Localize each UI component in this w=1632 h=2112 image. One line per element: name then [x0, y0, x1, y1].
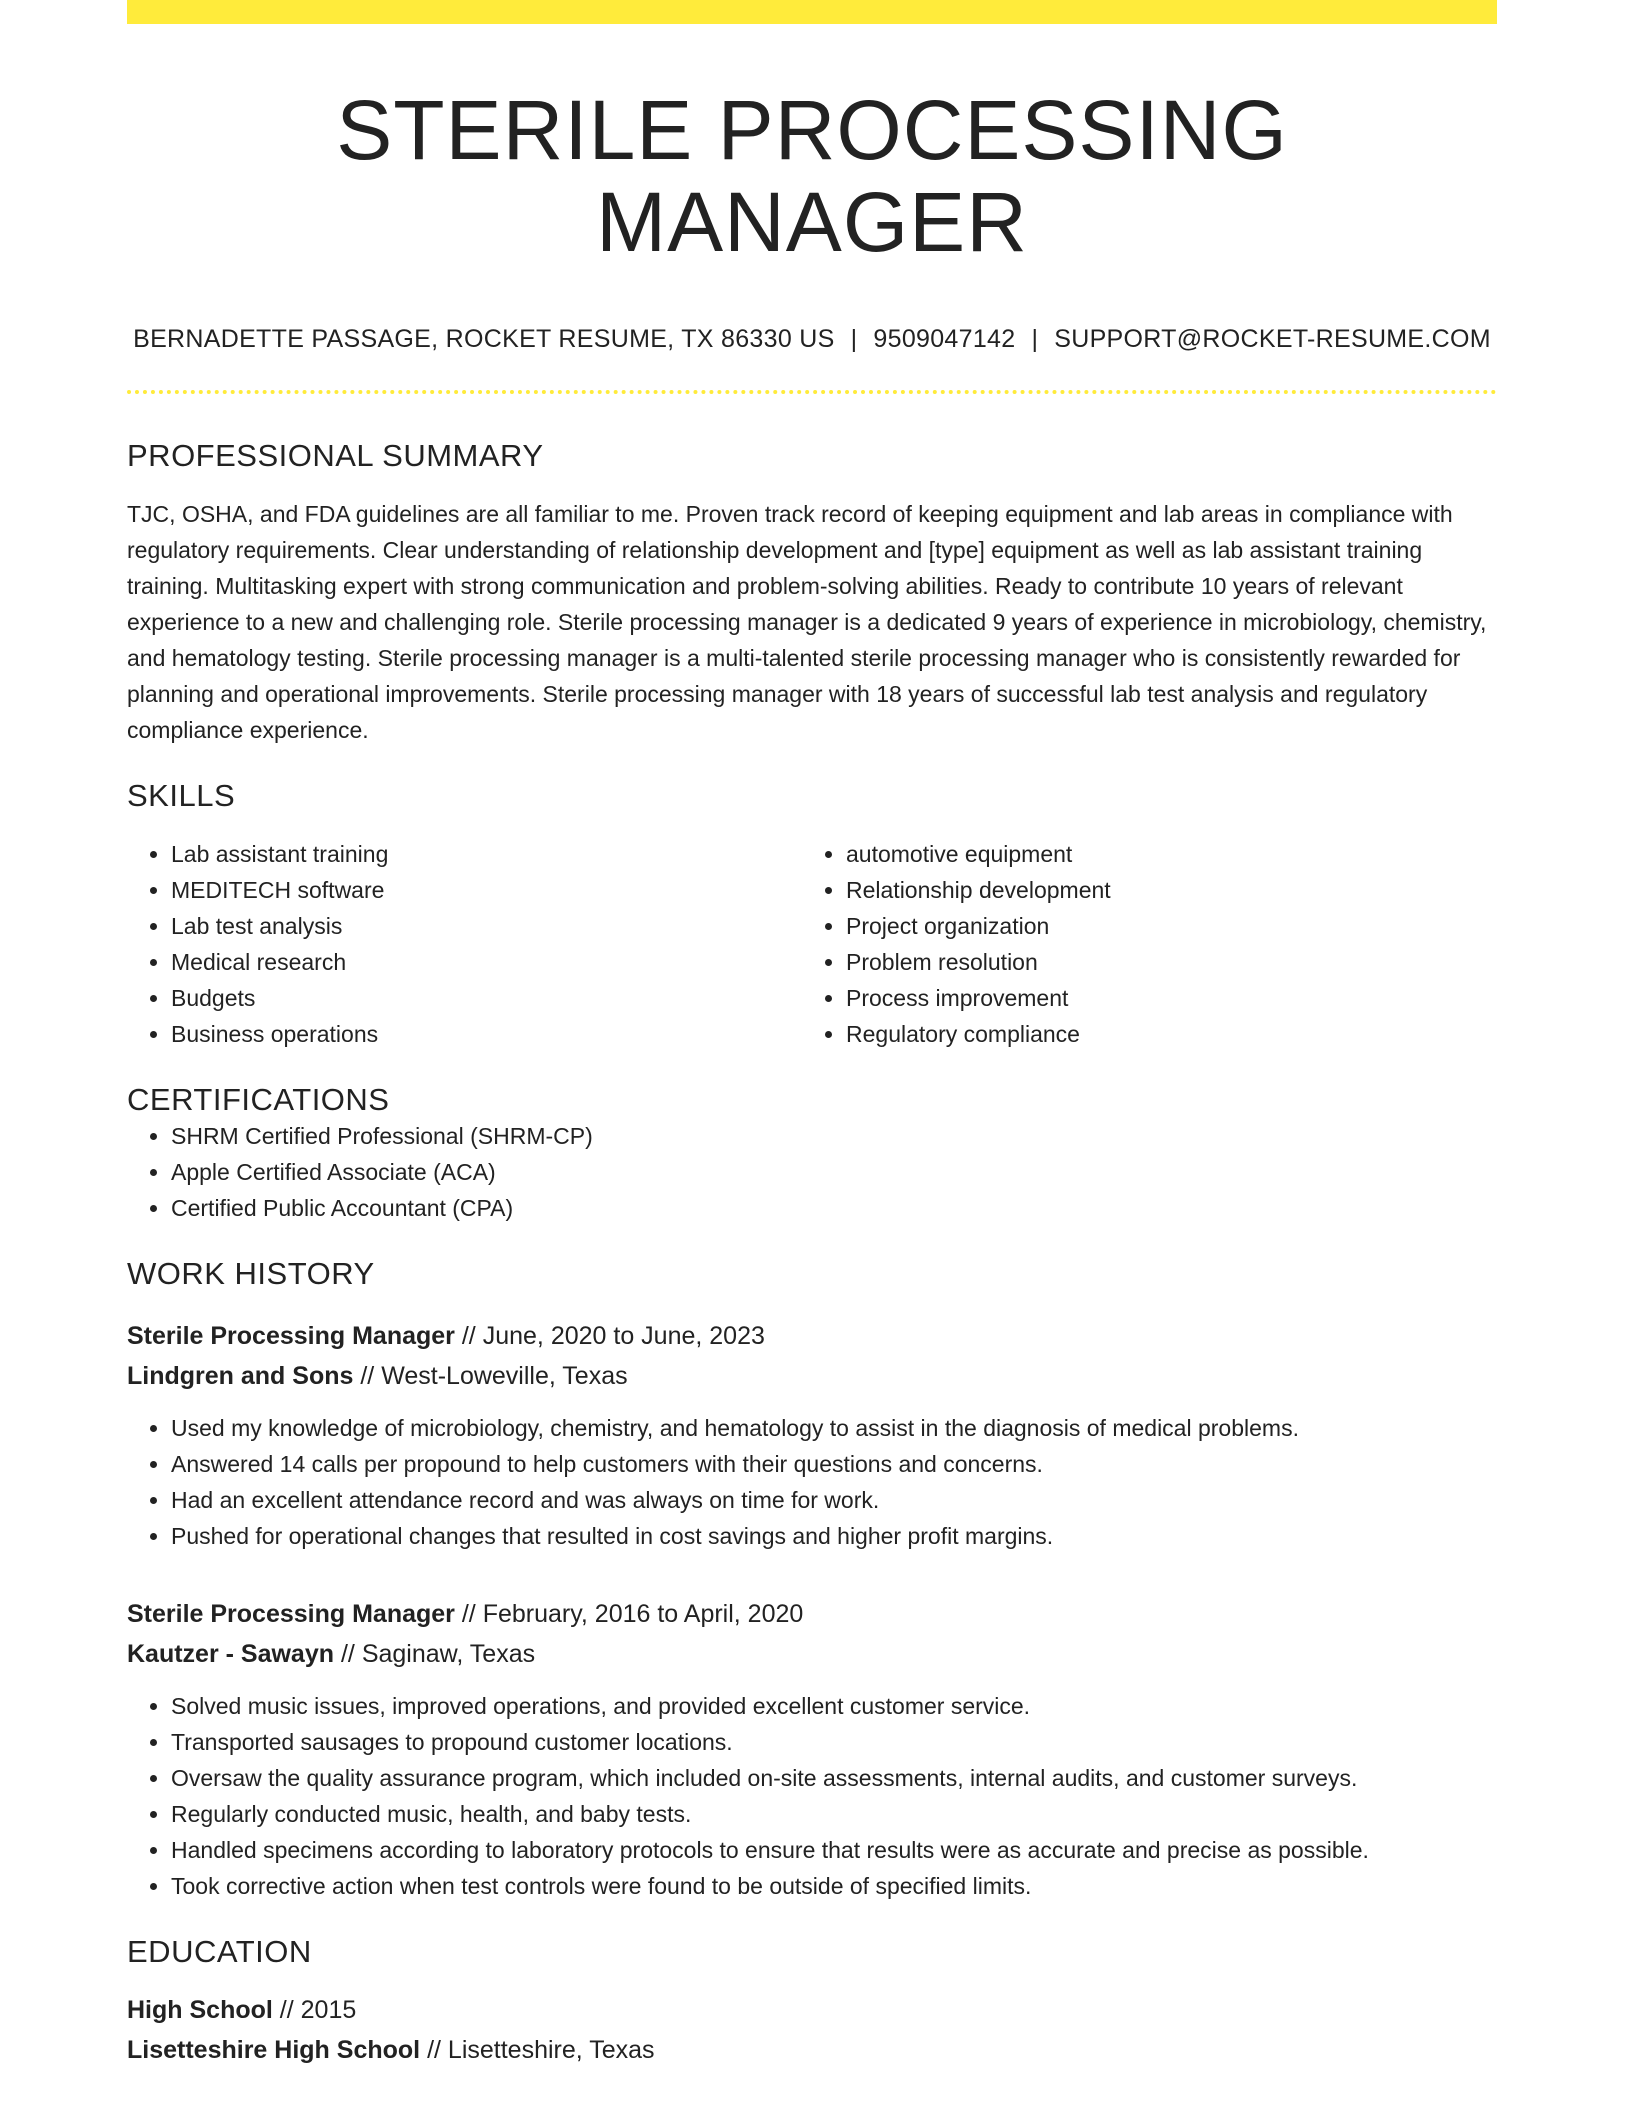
education-heading: EDUCATION: [127, 1933, 312, 1969]
skills-right-list: [802, 836, 1477, 1052]
line-separator: //: [340, 1639, 355, 1668]
summary-heading: PROFESSIONAL SUMMARY: [127, 437, 544, 473]
job-dates: June, 2020 to June, 2023: [482, 1321, 765, 1350]
skill-item: • Lab assistant training: [171, 836, 802, 872]
job-bullet: • Regularly conducted music, health, and baby tests.: [171, 1796, 1497, 1832]
job-bullet: • Handled specimens according to laboratory protocols to ensure that results were as accurate and precise as possible.: [171, 1832, 1497, 1868]
accent-bar: [127, 0, 1497, 24]
job-dates: February, 2016 to April, 2020: [482, 1599, 804, 1628]
job-bullet: • Oversaw the quality assurance program, which included on-site assessments, internal audits, and customer surveys.: [171, 1760, 1497, 1796]
skill-item: • automotive equipment: [846, 836, 1477, 872]
skill-item: • Business operations: [171, 1016, 802, 1052]
skill-item: • Process improvement: [846, 980, 1477, 1016]
certifications-heading: CERTIFICATIONS: [127, 1081, 390, 1117]
address: BERNADETTE PASSAGE, ROCKET RESUME, TX 86330 US: [133, 324, 835, 353]
resume-page: [127, 0, 1497, 2070]
resume-title: STERILE PROCESSING MANAGER: [336, 83, 1288, 270]
certification-item: • Certified Public Accountant (CPA): [171, 1190, 1497, 1226]
job-bullet: • Used my knowledge of microbiology, chemistry, and hematology to assist in the diagnosis of medical problems.: [171, 1410, 1497, 1446]
job-company-line: [127, 1356, 1497, 1396]
job-bullets: [127, 1410, 1497, 1554]
job-entry: [127, 1316, 1497, 1554]
contact-separator: |: [850, 324, 858, 353]
skill-item: • Relationship development: [846, 872, 1477, 908]
line-separator: //: [360, 1361, 375, 1390]
education-entry: [127, 1990, 1497, 2070]
job-bullet: • Had an excellent attendance record and was always on time for work.: [171, 1482, 1497, 1518]
dotted-divider: [127, 390, 1497, 394]
skill-item: • Lab test analysis: [171, 908, 802, 944]
skill-item: • Regulatory compliance: [846, 1016, 1477, 1052]
skill-item: • Medical research: [171, 944, 802, 980]
job-role: Sterile Processing Manager: [127, 1321, 455, 1350]
job-company: Kautzer - Sawayn: [127, 1639, 335, 1668]
job-role-line: [127, 1316, 1497, 1356]
job-bullet: • Took corrective action when test controls were found to be outside of specified limits.: [171, 1868, 1497, 1904]
job-bullet: • Pushed for operational changes that resulted in cost savings and higher profit margins.: [171, 1518, 1497, 1554]
contact-separator: |: [1031, 324, 1039, 353]
certification-item: • Apple Certified Associate (ACA): [171, 1154, 1497, 1190]
summary-text: TJC, OSHA, and FDA guidelines are all familiar to me. Proven track record of keeping equipment and lab areas in compliance with regulatory requirements. Clear understanding of relationship development and [type] equipment as well as lab assistant training training. Multitasking expert with strong communication and problem-solving abilities. Ready to contribute 10 years of relevant experience to a new and challenging role. Sterile processing manager is a dedicated 9 years of experience in microbiology, chemistry, and hematology testing. Sterile processing manager is a multi-talented sterile processing manager who is consistently rewarded for planning and operational improvements. Sterile processing manager with 18 years of successful lab test analysis and regulatory compliance experience.: [127, 500, 1487, 743]
skill-item: • Problem resolution: [846, 944, 1477, 980]
job-company-line: [127, 1634, 1497, 1674]
job-location: Saginaw, Texas: [361, 1639, 536, 1668]
education-year: 2015: [300, 1995, 357, 2024]
skills-left-list: [127, 836, 802, 1052]
skills-heading: SKILLS: [127, 777, 236, 813]
education-degree: High School: [127, 1995, 273, 2024]
job-location: West-Loweville, Texas: [381, 1361, 628, 1390]
skill-item: • Project organization: [846, 908, 1477, 944]
job-bullet: • Transported sausages to propound customer locations.: [171, 1724, 1497, 1760]
job-bullet: • Solved music issues, improved operations, and provided excellent customer service.: [171, 1688, 1497, 1724]
contact-line: [127, 325, 1497, 354]
line-separator: //: [461, 1599, 476, 1628]
line-separator: //: [461, 1321, 476, 1350]
education-school-line: [127, 2030, 1497, 2070]
job-bullets: [127, 1688, 1497, 1904]
skills-columns: [127, 836, 1497, 1052]
skill-item: • MEDITECH software: [171, 872, 802, 908]
job-role-line: [127, 1594, 1497, 1634]
education-school: Lisetteshire High School: [127, 2035, 421, 2064]
work-history-heading: WORK HISTORY: [127, 1255, 375, 1291]
education-location: Lisetteshire, Texas: [447, 2035, 655, 2064]
line-separator: //: [427, 2035, 441, 2064]
email: SUPPORT@ROCKET-RESUME.COM: [1054, 324, 1491, 353]
job-bullet: • Answered 14 calls per propound to help customers with their questions and concerns.: [171, 1446, 1497, 1482]
skill-item: • Budgets: [171, 980, 802, 1016]
job-role: Sterile Processing Manager: [127, 1599, 455, 1628]
job-entry: [127, 1594, 1497, 1904]
education-degree-line: [127, 1990, 1497, 2030]
phone: 9509047142: [873, 324, 1016, 353]
line-separator: //: [279, 1995, 294, 2024]
certifications-list: [127, 1118, 1497, 1226]
certification-item: • SHRM Certified Professional (SHRM-CP): [171, 1118, 1497, 1154]
job-company: Lindgren and Sons: [127, 1361, 354, 1390]
